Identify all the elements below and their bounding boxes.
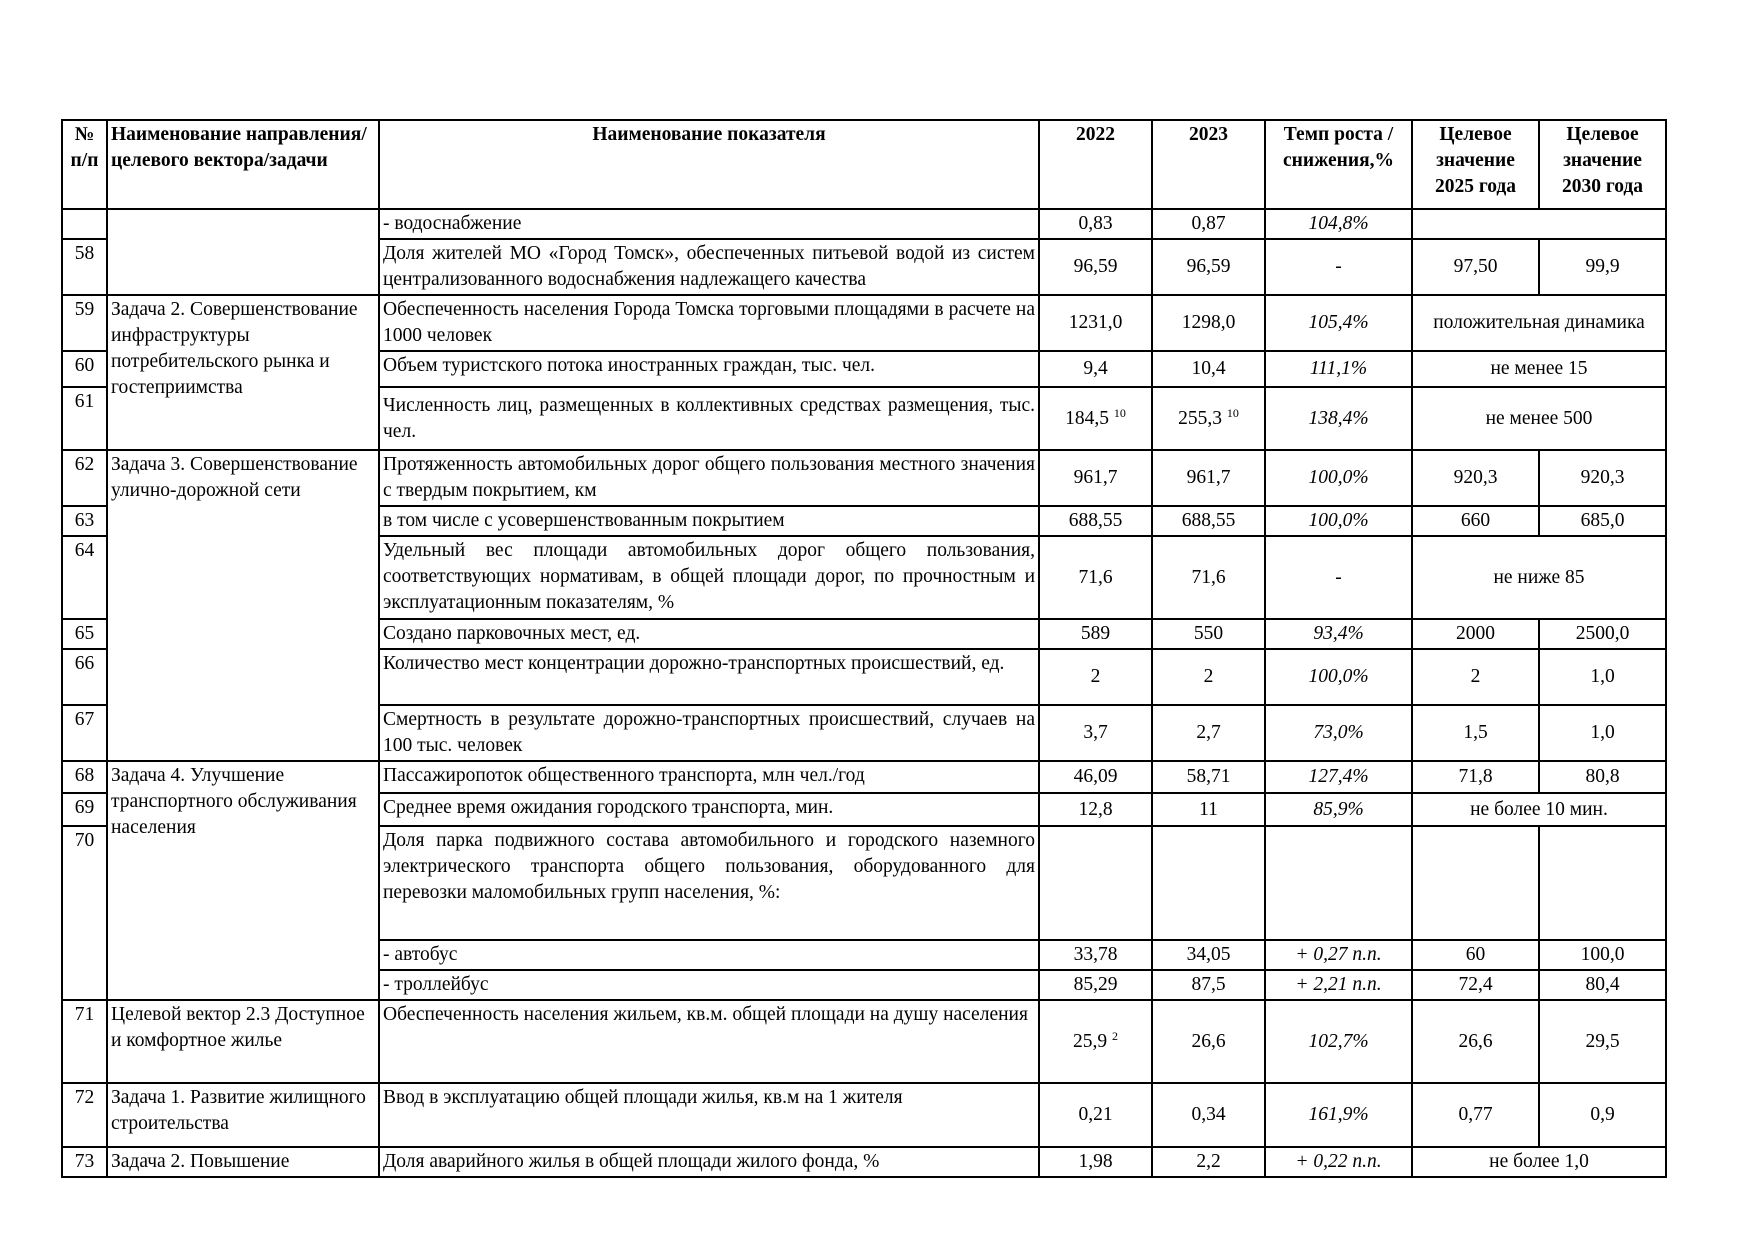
task-group-name: Задача 4. Улучшение транспортного обслуживания населения <box>107 761 379 1000</box>
task-group-name: Задача 1. Развитие жилищного строительства <box>107 1083 379 1147</box>
growth-rate: 127,4% <box>1265 761 1412 793</box>
value-2022: 0,83 <box>1039 209 1152 239</box>
target-2025: 1,5 <box>1412 705 1539 761</box>
growth-rate-empty <box>1265 826 1412 940</box>
row-number: 65 <box>62 619 107 649</box>
value-2022: 0,21 <box>1039 1083 1152 1147</box>
table-row <box>62 295 1666 351</box>
target-merged: положительная динамика <box>1412 295 1666 351</box>
header-target-2030: Целевое значение 2030 года <box>1539 120 1666 209</box>
growth-rate: + 0,27 п.п. <box>1265 940 1412 970</box>
growth-rate: 102,7% <box>1265 1000 1412 1083</box>
value-2023: 688,55 <box>1152 506 1265 536</box>
value-2022-empty <box>1039 826 1152 940</box>
header-2023: 2023 <box>1152 120 1265 209</box>
value-2022: 2 <box>1039 649 1152 705</box>
header-2022: 2022 <box>1039 120 1152 209</box>
value-2022 <box>1039 387 1152 450</box>
indicator-name: Пассажиропоток общественного транспорта, млн чел./год <box>379 761 1039 793</box>
target-2030: 685,0 <box>1539 506 1666 536</box>
target-2025: 920,3 <box>1412 450 1539 506</box>
value-2023: 11 <box>1152 793 1265 826</box>
table-row <box>62 1147 1666 1177</box>
value-2022: 12,8 <box>1039 793 1152 826</box>
indicator-name: Обеспеченность населения Города Томска торговыми площадями в расчете на 1000 человек <box>379 295 1039 351</box>
target-merged: не более 1,0 <box>1412 1147 1666 1177</box>
value-2022: 33,78 <box>1039 940 1152 970</box>
row-number: 67 <box>62 705 107 761</box>
value-2023: 2,2 <box>1152 1147 1265 1177</box>
indicator-name: - водоснабжение <box>379 209 1039 239</box>
value-2022: 688,55 <box>1039 506 1152 536</box>
group-cell-empty <box>107 209 379 295</box>
target-2025: 97,50 <box>1412 239 1539 295</box>
target-merged: не ниже 85 <box>1412 536 1666 619</box>
target-2030: 99,9 <box>1539 239 1666 295</box>
growth-rate: 104,8% <box>1265 209 1412 239</box>
table-row <box>62 209 1666 239</box>
indicator-name: Количество мест концентрации дорожно-транспортных происшествий, ед. <box>379 649 1039 705</box>
value-2022: 961,7 <box>1039 450 1152 506</box>
target-2025: 660 <box>1412 506 1539 536</box>
value-2023: 1298,0 <box>1152 295 1265 351</box>
indicator-name: Протяженность автомобильных дорог общего пользования местного значения с твердым покрытием, км <box>379 450 1039 506</box>
value-text: 255,3 <box>1178 407 1222 429</box>
value-2023-empty <box>1152 826 1265 940</box>
indicators-table <box>61 119 1667 1178</box>
value-2023: 58,71 <box>1152 761 1265 793</box>
value-2022 <box>1039 1000 1152 1083</box>
row-number: 60 <box>62 351 107 387</box>
growth-rate: 73,0% <box>1265 705 1412 761</box>
table-row <box>62 761 1666 793</box>
target-2030-empty <box>1539 826 1666 940</box>
table-row <box>62 450 1666 506</box>
growth-rate: 93,4% <box>1265 619 1412 649</box>
target-2030: 1,0 <box>1539 649 1666 705</box>
growth-rate: 105,4% <box>1265 295 1412 351</box>
task-group-name: Задача 2. Повышение <box>107 1147 379 1177</box>
target-2025: 72,4 <box>1412 970 1539 1000</box>
task-group-name: Задача 3. Совершенствование улично-дорожной сети <box>107 450 379 761</box>
table-row <box>62 1000 1666 1083</box>
growth-rate: + 2,21 п.п. <box>1265 970 1412 1000</box>
header-direction: Наименование направления/целевого вектора/задачи <box>107 120 379 209</box>
table-row <box>62 1083 1666 1147</box>
target-2025: 26,6 <box>1412 1000 1539 1083</box>
target-vector-name: Целевой вектор 2.3 Доступное и комфортное жилье <box>107 1000 379 1083</box>
target-2025: 2000 <box>1412 619 1539 649</box>
target-2030: 920,3 <box>1539 450 1666 506</box>
value-2022: 85,29 <box>1039 970 1152 1000</box>
indicator-name: Объем туристского потока иностранных граждан, тыс. чел. <box>379 351 1039 387</box>
target-2025-empty <box>1412 826 1539 940</box>
indicator-name: Обеспеченность населения жильем, кв.м. общей площади на душу населения <box>379 1000 1039 1083</box>
target-2025: 2 <box>1412 649 1539 705</box>
target-merged: не менее 15 <box>1412 351 1666 387</box>
target-merged: не более 10 мин. <box>1412 793 1666 826</box>
footnote-mark: 10 <box>1113 405 1126 420</box>
target-merged: не менее 500 <box>1412 387 1666 450</box>
row-number: 59 <box>62 295 107 351</box>
growth-rate: 100,0% <box>1265 506 1412 536</box>
growth-rate: 100,0% <box>1265 450 1412 506</box>
value-2023: 87,5 <box>1152 970 1265 1000</box>
value-2023 <box>1152 387 1265 450</box>
header-no: № п/п <box>62 120 107 209</box>
footnote-mark: 2 <box>1112 1028 1118 1043</box>
row-number: 62 <box>62 450 107 506</box>
indicator-name: Среднее время ожидания городского транспорта, мин. <box>379 793 1039 826</box>
indicator-name: Смертность в результате дорожно-транспортных происшествий, случаев на 100 тыс. человек <box>379 705 1039 761</box>
footnote-mark: 10 <box>1226 405 1239 420</box>
value-2023: 2,7 <box>1152 705 1265 761</box>
indicator-name: - троллейбус <box>379 970 1039 1000</box>
row-number: 61 <box>62 387 107 450</box>
value-2023: 96,59 <box>1152 239 1265 295</box>
value-2023: 10,4 <box>1152 351 1265 387</box>
growth-rate: 138,4% <box>1265 387 1412 450</box>
target-2030: 80,8 <box>1539 761 1666 793</box>
row-number: 72 <box>62 1083 107 1147</box>
row-number: 63 <box>62 506 107 536</box>
value-2022: 1,98 <box>1039 1147 1152 1177</box>
value-2022: 9,4 <box>1039 351 1152 387</box>
indicator-name: Ввод в эксплуатацию общей площади жилья, кв.м на 1 жителя <box>379 1083 1039 1147</box>
growth-rate: + 0,22 п.п. <box>1265 1147 1412 1177</box>
row-number: 73 <box>62 1147 107 1177</box>
value-2022: 96,59 <box>1039 239 1152 295</box>
target-2030: 29,5 <box>1539 1000 1666 1083</box>
value-2022: 46,09 <box>1039 761 1152 793</box>
target-2025: 71,8 <box>1412 761 1539 793</box>
target-2030: 2500,0 <box>1539 619 1666 649</box>
growth-rate: 85,9% <box>1265 793 1412 826</box>
task-group-name: Задача 2. Совершенствование инфраструктуры потребительского рынка и гостеприимства <box>107 295 379 450</box>
indicator-name: в том числе с усовершенствованным покрытием <box>379 506 1039 536</box>
growth-rate: 161,9% <box>1265 1083 1412 1147</box>
row-number: 66 <box>62 649 107 705</box>
header-target-2025: Целевое значение 2025 года <box>1412 120 1539 209</box>
indicator-name: Доля аварийного жилья в общей площади жилого фонда, % <box>379 1147 1039 1177</box>
target-2025: 0,77 <box>1412 1083 1539 1147</box>
value-2022: 1231,0 <box>1039 295 1152 351</box>
row-number: 71 <box>62 1000 107 1083</box>
value-2022: 71,6 <box>1039 536 1152 619</box>
row-number-empty <box>62 209 107 239</box>
growth-rate: - <box>1265 536 1412 619</box>
growth-rate: - <box>1265 239 1412 295</box>
indicator-name: - автобус <box>379 940 1039 970</box>
header-rate: Темп роста / снижения,% <box>1265 120 1412 209</box>
target-2030: 0,9 <box>1539 1083 1666 1147</box>
row-number: 58 <box>62 239 107 295</box>
growth-rate: 100,0% <box>1265 649 1412 705</box>
row-number: 70 <box>62 826 107 1000</box>
value-2023: 550 <box>1152 619 1265 649</box>
value-2023: 0,34 <box>1152 1083 1265 1147</box>
header-row <box>62 120 1666 209</box>
target-2030: 1,0 <box>1539 705 1666 761</box>
value-text: 25,9 <box>1073 1030 1108 1052</box>
row-number: 64 <box>62 536 107 619</box>
target-2030: 100,0 <box>1539 940 1666 970</box>
row-number: 68 <box>62 761 107 793</box>
target-empty <box>1412 209 1666 239</box>
indicator-name: Доля парка подвижного состава автомобильного и городского наземного электрического транспорта общего пользования, оборудованного для перевозки маломобильных групп населения, %: <box>379 826 1039 940</box>
indicator-name: Создано парковочных мест, ед. <box>379 619 1039 649</box>
target-2030: 80,4 <box>1539 970 1666 1000</box>
row-number: 69 <box>62 793 107 826</box>
value-2022: 3,7 <box>1039 705 1152 761</box>
value-2023: 34,05 <box>1152 940 1265 970</box>
indicator-name: Удельный вес площади автомобильных дорог общего пользования, соответствующих нормативам, в общей площади дорог, по прочностным и эксплуатационным показателям, % <box>379 536 1039 619</box>
header-indicator: Наименование показателя <box>379 120 1039 209</box>
indicator-name: Доля жителей МО «Город Томск», обеспеченных питьевой водой из систем централизованного водоснабжения надлежащего качества <box>379 239 1039 295</box>
value-2023: 2 <box>1152 649 1265 705</box>
value-2022: 589 <box>1039 619 1152 649</box>
target-2025: 60 <box>1412 940 1539 970</box>
indicator-name: Численность лиц, размещенных в коллективных средствах размещения, тыс. чел. <box>379 387 1039 450</box>
value-2023: 961,7 <box>1152 450 1265 506</box>
value-2023: 26,6 <box>1152 1000 1265 1083</box>
value-2023: 0,87 <box>1152 209 1265 239</box>
value-2023: 71,6 <box>1152 536 1265 619</box>
growth-rate: 111,1% <box>1265 351 1412 387</box>
value-text: 184,5 <box>1065 407 1109 429</box>
